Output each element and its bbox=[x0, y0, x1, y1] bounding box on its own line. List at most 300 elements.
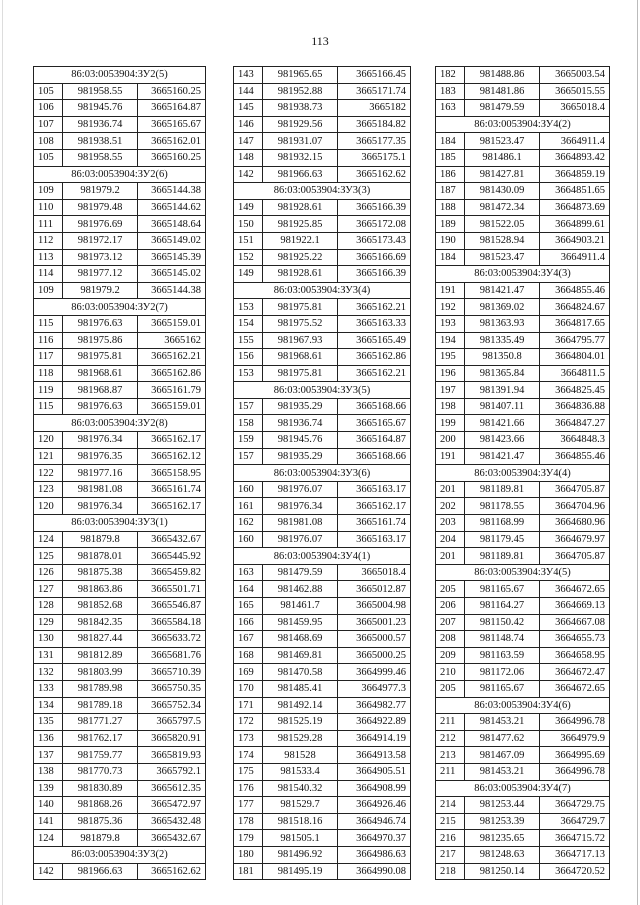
y-coordinate: 3665162.62 bbox=[138, 863, 206, 880]
x-coordinate: 981977.12 bbox=[63, 266, 138, 283]
x-coordinate: 981427.81 bbox=[465, 166, 540, 183]
x-coordinate: 981975.81 bbox=[263, 299, 338, 316]
y-coordinate: 3665162.86 bbox=[338, 349, 411, 366]
coordinate-row bbox=[436, 863, 610, 880]
point-number: 203 bbox=[436, 515, 465, 532]
y-coordinate: 3665612.35 bbox=[138, 780, 206, 797]
x-coordinate: 981468.69 bbox=[263, 631, 338, 648]
coordinate-row bbox=[436, 83, 610, 100]
point-number: 127 bbox=[34, 581, 63, 598]
point-number: 171 bbox=[234, 697, 263, 714]
y-coordinate: 3665162.21 bbox=[138, 349, 206, 366]
y-coordinate: 3665633.72 bbox=[138, 631, 206, 648]
y-coordinate: 3664979.9 bbox=[540, 730, 610, 747]
x-coordinate: 981975.52 bbox=[263, 315, 338, 332]
x-coordinate: 981935.29 bbox=[263, 398, 338, 415]
y-coordinate: 3664704.96 bbox=[540, 498, 610, 515]
y-coordinate: 3664893.42 bbox=[540, 149, 610, 166]
x-coordinate: 981486.1 bbox=[465, 149, 540, 166]
x-coordinate: 981168.99 bbox=[465, 515, 540, 532]
x-coordinate: 981976.07 bbox=[263, 481, 338, 498]
y-coordinate: 3664903.21 bbox=[540, 232, 610, 249]
coordinate-row bbox=[34, 697, 206, 714]
point-number: 169 bbox=[234, 664, 263, 681]
parcel-id: 86:03:0053904:ЗУ2(6) bbox=[34, 166, 206, 183]
coordinate-row bbox=[34, 332, 206, 349]
x-coordinate: 981976.34 bbox=[63, 432, 138, 449]
parcel-id: 86:03:0053904:ЗУ2(5) bbox=[34, 67, 206, 84]
point-number: 149 bbox=[234, 266, 263, 283]
point-number: 115 bbox=[34, 315, 63, 332]
y-coordinate: 3665162.86 bbox=[138, 365, 206, 382]
coordinate-row bbox=[436, 67, 610, 84]
y-coordinate: 3664855.46 bbox=[540, 448, 610, 465]
x-coordinate: 981150.42 bbox=[465, 614, 540, 631]
point-number: 216 bbox=[436, 830, 465, 847]
parcel-header-row bbox=[34, 415, 206, 432]
coordinate-row bbox=[34, 631, 206, 648]
y-coordinate: 3664825.45 bbox=[540, 382, 610, 399]
y-coordinate: 3665144.38 bbox=[138, 183, 206, 200]
coordinate-row bbox=[234, 780, 411, 797]
point-number: 201 bbox=[436, 481, 465, 498]
point-number: 198 bbox=[436, 398, 465, 415]
point-number: 131 bbox=[34, 647, 63, 664]
point-number: 122 bbox=[34, 465, 63, 482]
y-coordinate: 3664911.4 bbox=[540, 133, 610, 150]
parcel-id: 86:03:0053904:ЗУ3(2) bbox=[34, 846, 206, 863]
x-coordinate: 981253.39 bbox=[465, 813, 540, 830]
point-number: 150 bbox=[234, 216, 263, 233]
coordinate-row bbox=[436, 183, 610, 200]
y-coordinate: 3665144.62 bbox=[138, 199, 206, 216]
x-coordinate: 981958.55 bbox=[63, 83, 138, 100]
point-number: 135 bbox=[34, 714, 63, 731]
coordinate-row bbox=[234, 365, 411, 382]
y-coordinate: 3664847.27 bbox=[540, 415, 610, 432]
point-number: 172 bbox=[234, 714, 263, 731]
y-coordinate: 3664729.75 bbox=[540, 797, 610, 814]
y-coordinate: 3665149.02 bbox=[138, 232, 206, 249]
coordinate-row bbox=[234, 266, 411, 283]
coordinate-row bbox=[234, 730, 411, 747]
y-coordinate: 3665161.79 bbox=[138, 382, 206, 399]
x-coordinate: 981981.08 bbox=[263, 515, 338, 532]
coordinate-row bbox=[234, 349, 411, 366]
point-number: 147 bbox=[234, 133, 263, 150]
coordinate-row bbox=[234, 863, 411, 880]
y-coordinate: 3664914.19 bbox=[338, 730, 411, 747]
point-number: 182 bbox=[436, 67, 465, 84]
y-coordinate: 3665003.54 bbox=[540, 67, 610, 84]
point-number: 176 bbox=[234, 780, 263, 797]
x-coordinate: 981461.7 bbox=[263, 598, 338, 615]
coordinate-row bbox=[34, 614, 206, 631]
x-coordinate: 981925.85 bbox=[263, 216, 338, 233]
coordinate-row bbox=[436, 714, 610, 731]
coordinate-row bbox=[234, 614, 411, 631]
y-coordinate: 3665166.69 bbox=[338, 249, 411, 266]
point-number: 160 bbox=[234, 531, 263, 548]
x-coordinate: 981421.47 bbox=[465, 282, 540, 299]
y-coordinate: 3665166.39 bbox=[338, 266, 411, 283]
point-number: 114 bbox=[34, 266, 63, 283]
coordinate-table-column-3 bbox=[435, 66, 610, 880]
coordinate-row bbox=[34, 116, 206, 133]
y-coordinate: 3665792.1 bbox=[138, 763, 206, 780]
point-number: 128 bbox=[34, 598, 63, 615]
parcel-header-row bbox=[234, 465, 411, 482]
x-coordinate: 981165.67 bbox=[465, 680, 540, 697]
x-coordinate: 981925.22 bbox=[263, 249, 338, 266]
point-number: 125 bbox=[34, 548, 63, 565]
parcel-header-row bbox=[436, 266, 610, 283]
parcel-id: 86:03:0053904:ЗУ3(6) bbox=[234, 465, 411, 482]
x-coordinate: 981459.95 bbox=[263, 614, 338, 631]
x-coordinate: 981529.7 bbox=[263, 797, 338, 814]
x-coordinate: 981812.89 bbox=[63, 647, 138, 664]
x-coordinate: 981979.2 bbox=[63, 282, 138, 299]
coordinate-row bbox=[234, 797, 411, 814]
coordinate-row bbox=[436, 415, 610, 432]
y-coordinate: 3665159.01 bbox=[138, 315, 206, 332]
x-coordinate: 981879.8 bbox=[63, 531, 138, 548]
coordinate-row bbox=[34, 730, 206, 747]
coordinate-row bbox=[234, 697, 411, 714]
point-number: 129 bbox=[34, 614, 63, 631]
coordinate-row bbox=[234, 631, 411, 648]
coordinate-row bbox=[34, 714, 206, 731]
coordinate-row bbox=[234, 67, 411, 84]
point-number: 205 bbox=[436, 581, 465, 598]
coordinate-row bbox=[34, 830, 206, 847]
y-coordinate: 3665162.21 bbox=[338, 299, 411, 316]
point-number: 181 bbox=[234, 863, 263, 880]
x-coordinate: 981522.05 bbox=[465, 216, 540, 233]
coordinate-row bbox=[436, 149, 610, 166]
x-coordinate: 981430.09 bbox=[465, 183, 540, 200]
y-coordinate: 3665819.93 bbox=[138, 747, 206, 764]
y-coordinate: 3664795.77 bbox=[540, 332, 610, 349]
x-coordinate: 981492.14 bbox=[263, 697, 338, 714]
y-coordinate: 3665166.45 bbox=[338, 67, 411, 84]
coordinate-row bbox=[234, 481, 411, 498]
x-coordinate: 981523.47 bbox=[465, 249, 540, 266]
y-coordinate: 3665168.66 bbox=[338, 448, 411, 465]
coordinate-row bbox=[234, 398, 411, 415]
point-number: 206 bbox=[436, 598, 465, 615]
y-coordinate: 3664922.89 bbox=[338, 714, 411, 731]
y-coordinate: 3665162.17 bbox=[338, 498, 411, 515]
coordinate-row bbox=[436, 680, 610, 697]
x-coordinate: 981164.27 bbox=[465, 598, 540, 615]
coordinate-row bbox=[234, 166, 411, 183]
point-number: 157 bbox=[234, 398, 263, 415]
parcel-header-row bbox=[234, 183, 411, 200]
point-number: 193 bbox=[436, 315, 465, 332]
coordinate-row bbox=[34, 432, 206, 449]
point-number: 160 bbox=[234, 481, 263, 498]
coordinate-row bbox=[234, 232, 411, 249]
x-coordinate: 981496.92 bbox=[263, 846, 338, 863]
point-number: 143 bbox=[234, 67, 263, 84]
coordinate-row bbox=[234, 448, 411, 465]
x-coordinate: 981981.08 bbox=[63, 481, 138, 498]
parcel-header-row bbox=[34, 166, 206, 183]
point-number: 163 bbox=[234, 564, 263, 581]
coordinate-row bbox=[436, 730, 610, 747]
y-coordinate: 3665160.25 bbox=[138, 149, 206, 166]
parcel-id: 86:03:0053904:ЗУ4(1) bbox=[234, 548, 411, 565]
coordinate-row bbox=[436, 282, 610, 299]
y-coordinate: 3665161.74 bbox=[338, 515, 411, 532]
y-coordinate: 3665158.95 bbox=[138, 465, 206, 482]
point-number: 121 bbox=[34, 448, 63, 465]
coordinate-row bbox=[34, 797, 206, 814]
point-number: 195 bbox=[436, 349, 465, 366]
point-number: 187 bbox=[436, 183, 465, 200]
x-coordinate: 981481.86 bbox=[465, 83, 540, 100]
point-number: 156 bbox=[234, 349, 263, 366]
y-coordinate: 3664851.65 bbox=[540, 183, 610, 200]
point-number: 207 bbox=[436, 614, 465, 631]
x-coordinate: 981968.87 bbox=[63, 382, 138, 399]
x-coordinate: 981979.48 bbox=[63, 199, 138, 216]
y-coordinate: 3664672.47 bbox=[540, 664, 610, 681]
point-number: 138 bbox=[34, 763, 63, 780]
coordinate-row bbox=[34, 581, 206, 598]
coordinate-row bbox=[234, 647, 411, 664]
coordinate-row bbox=[34, 664, 206, 681]
x-coordinate: 981879.8 bbox=[63, 830, 138, 847]
coordinate-row bbox=[234, 515, 411, 532]
x-coordinate: 981248.63 bbox=[465, 846, 540, 863]
x-coordinate: 981976.34 bbox=[263, 498, 338, 515]
parcel-header-row bbox=[436, 780, 610, 797]
x-coordinate: 981958.55 bbox=[63, 149, 138, 166]
x-coordinate: 981479.59 bbox=[263, 564, 338, 581]
coordinate-row bbox=[436, 813, 610, 830]
y-coordinate: 3665184.82 bbox=[338, 116, 411, 133]
point-number: 123 bbox=[34, 481, 63, 498]
point-number: 141 bbox=[34, 813, 63, 830]
point-number: 118 bbox=[34, 365, 63, 382]
y-coordinate: 3664705.87 bbox=[540, 481, 610, 498]
y-coordinate: 3664982.77 bbox=[338, 697, 411, 714]
x-coordinate: 981967.93 bbox=[263, 332, 338, 349]
x-coordinate: 981945.76 bbox=[263, 432, 338, 449]
coordinate-row bbox=[436, 598, 610, 615]
coordinate-row bbox=[34, 465, 206, 482]
x-coordinate: 981875.36 bbox=[63, 813, 138, 830]
y-coordinate: 3665164.87 bbox=[338, 432, 411, 449]
parcel-header-row bbox=[34, 846, 206, 863]
x-coordinate: 981868.26 bbox=[63, 797, 138, 814]
coordinate-row bbox=[234, 813, 411, 830]
x-coordinate: 981852.68 bbox=[63, 598, 138, 615]
y-coordinate: 3664970.37 bbox=[338, 830, 411, 847]
coordinate-row bbox=[34, 133, 206, 150]
coordinate-row bbox=[34, 448, 206, 465]
x-coordinate: 981421.66 bbox=[465, 415, 540, 432]
y-coordinate: 3664717.13 bbox=[540, 846, 610, 863]
coordinate-row bbox=[436, 382, 610, 399]
x-coordinate: 981973.12 bbox=[63, 249, 138, 266]
point-number: 146 bbox=[234, 116, 263, 133]
x-coordinate: 981369.02 bbox=[465, 299, 540, 316]
y-coordinate: 3665752.34 bbox=[138, 697, 206, 714]
y-coordinate: 3665584.18 bbox=[138, 614, 206, 631]
point-number: 215 bbox=[436, 813, 465, 830]
x-coordinate: 981770.73 bbox=[63, 763, 138, 780]
x-coordinate: 981935.29 bbox=[263, 448, 338, 465]
coordinate-row bbox=[234, 714, 411, 731]
y-coordinate: 3665166.39 bbox=[338, 199, 411, 216]
coordinate-row bbox=[234, 680, 411, 697]
parcel-header-row bbox=[436, 465, 610, 482]
x-coordinate: 981165.67 bbox=[465, 581, 540, 598]
point-number: 145 bbox=[234, 100, 263, 117]
x-coordinate: 981533.4 bbox=[263, 763, 338, 780]
y-coordinate: 3665004.98 bbox=[338, 598, 411, 615]
coordinate-row bbox=[436, 664, 610, 681]
coordinate-row bbox=[34, 183, 206, 200]
x-coordinate: 981469.81 bbox=[263, 647, 338, 664]
point-number: 111 bbox=[34, 216, 63, 233]
point-number: 192 bbox=[436, 299, 465, 316]
y-coordinate: 3664720.52 bbox=[540, 863, 610, 880]
point-number: 120 bbox=[34, 432, 63, 449]
point-number: 151 bbox=[234, 232, 263, 249]
coordinate-row bbox=[436, 548, 610, 565]
y-coordinate: 3665173.43 bbox=[338, 232, 411, 249]
y-coordinate: 3664705.87 bbox=[540, 548, 610, 565]
coordinate-row bbox=[436, 581, 610, 598]
coordinate-table-column-1 bbox=[33, 66, 206, 880]
coordinate-row bbox=[34, 813, 206, 830]
point-number: 152 bbox=[234, 249, 263, 266]
x-coordinate: 981462.88 bbox=[263, 581, 338, 598]
point-number: 174 bbox=[234, 747, 263, 764]
coordinate-row bbox=[34, 548, 206, 565]
x-coordinate: 981936.74 bbox=[63, 116, 138, 133]
coordinate-row bbox=[34, 398, 206, 415]
y-coordinate: 3665148.64 bbox=[138, 216, 206, 233]
y-coordinate: 3665162.12 bbox=[138, 448, 206, 465]
point-number: 107 bbox=[34, 116, 63, 133]
parcel-header-row bbox=[234, 282, 411, 299]
coordinate-row bbox=[34, 315, 206, 332]
coordinate-row bbox=[34, 199, 206, 216]
y-coordinate: 3664672.65 bbox=[540, 680, 610, 697]
coordinate-row bbox=[436, 747, 610, 764]
y-coordinate: 3665163.17 bbox=[338, 481, 411, 498]
coordinate-row bbox=[234, 846, 411, 863]
coordinate-row bbox=[34, 498, 206, 515]
x-coordinate: 981759.77 bbox=[63, 747, 138, 764]
point-number: 177 bbox=[234, 797, 263, 814]
y-coordinate: 3664999.46 bbox=[338, 664, 411, 681]
y-coordinate: 3665168.66 bbox=[338, 398, 411, 415]
parcel-id: 86:03:0053904:ЗУ3(4) bbox=[234, 282, 411, 299]
coordinate-row bbox=[234, 133, 411, 150]
x-coordinate: 981453.21 bbox=[465, 714, 540, 731]
y-coordinate: 3665182 bbox=[338, 100, 411, 117]
y-coordinate: 3665018.4 bbox=[540, 100, 610, 117]
coordinate-row bbox=[234, 763, 411, 780]
x-coordinate: 981976.69 bbox=[63, 216, 138, 233]
x-coordinate: 981407.11 bbox=[465, 398, 540, 415]
coordinate-row bbox=[34, 763, 206, 780]
x-coordinate: 981525.19 bbox=[263, 714, 338, 731]
y-coordinate: 3664990.08 bbox=[338, 863, 411, 880]
x-coordinate: 981335.49 bbox=[465, 332, 540, 349]
point-number: 184 bbox=[436, 249, 465, 266]
y-coordinate: 3665162.01 bbox=[138, 133, 206, 150]
y-coordinate: 3665001.23 bbox=[338, 614, 411, 631]
x-coordinate: 981975.86 bbox=[63, 332, 138, 349]
parcel-id: 86:03:0053904:ЗУ4(4) bbox=[436, 465, 610, 482]
parcel-id: 86:03:0053904:ЗУ3(5) bbox=[234, 382, 411, 399]
y-coordinate: 3664855.46 bbox=[540, 282, 610, 299]
x-coordinate: 981485.41 bbox=[263, 680, 338, 697]
y-coordinate: 3664658.95 bbox=[540, 647, 610, 664]
point-number: 175 bbox=[234, 763, 263, 780]
coordinate-row bbox=[436, 481, 610, 498]
x-coordinate: 981365.84 bbox=[465, 365, 540, 382]
point-number: 142 bbox=[234, 166, 263, 183]
coordinate-row bbox=[234, 83, 411, 100]
point-number: 200 bbox=[436, 432, 465, 449]
parcel-id: 86:03:0053904:ЗУ2(8) bbox=[34, 415, 206, 432]
x-coordinate: 981470.58 bbox=[263, 664, 338, 681]
x-coordinate: 981540.32 bbox=[263, 780, 338, 797]
coordinate-row bbox=[436, 365, 610, 382]
y-coordinate: 3665459.82 bbox=[138, 564, 206, 581]
x-coordinate: 981472.34 bbox=[465, 199, 540, 216]
parcel-id: 86:03:0053904:ЗУ4(5) bbox=[436, 564, 610, 581]
y-coordinate: 3665445.92 bbox=[138, 548, 206, 565]
x-coordinate: 981479.59 bbox=[465, 100, 540, 117]
point-number: 136 bbox=[34, 730, 63, 747]
x-coordinate: 981968.61 bbox=[263, 349, 338, 366]
x-coordinate: 981878.01 bbox=[63, 548, 138, 565]
point-number: 190 bbox=[436, 232, 465, 249]
coordinate-table-column-2 bbox=[233, 66, 411, 880]
point-number: 155 bbox=[234, 332, 263, 349]
point-number: 133 bbox=[34, 680, 63, 697]
coordinate-row bbox=[436, 797, 610, 814]
x-coordinate: 981172.06 bbox=[465, 664, 540, 681]
x-coordinate: 981975.81 bbox=[263, 365, 338, 382]
y-coordinate: 3665163.17 bbox=[338, 531, 411, 548]
point-number: 144 bbox=[234, 83, 263, 100]
coordinate-row bbox=[436, 631, 610, 648]
y-coordinate: 3664655.73 bbox=[540, 631, 610, 648]
x-coordinate: 981178.55 bbox=[465, 498, 540, 515]
x-coordinate: 981965.65 bbox=[263, 67, 338, 84]
x-coordinate: 981189.81 bbox=[465, 481, 540, 498]
y-coordinate: 3664926.46 bbox=[338, 797, 411, 814]
y-coordinate: 3664824.67 bbox=[540, 299, 610, 316]
point-number: 108 bbox=[34, 133, 63, 150]
y-coordinate: 3665165.49 bbox=[338, 332, 411, 349]
coordinate-row bbox=[436, 432, 610, 449]
coordinate-row bbox=[34, 382, 206, 399]
coordinate-row bbox=[34, 680, 206, 697]
point-number: 130 bbox=[34, 631, 63, 648]
point-number: 126 bbox=[34, 564, 63, 581]
